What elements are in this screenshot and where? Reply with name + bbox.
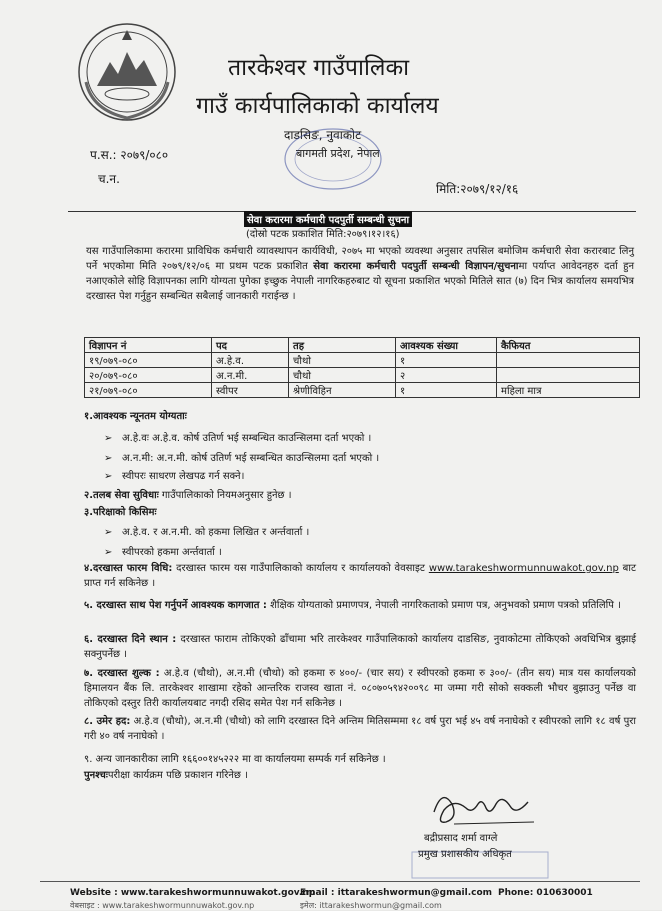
table-cell: १ [396, 383, 497, 398]
required-documents: ५. दरखास्त साथ पेश गर्नुपर्ने आवश्यक कागजात : शैक्षिक योग्यताको प्रमाणपत्र, नेपाली नागरिकताको प्रमाण पत्र, अनुभवको प्रमाण पत्रको प्रतिलिपि । [84, 600, 621, 611]
municipality-name: तारकेश्वर गाउँपालिका [228, 55, 410, 81]
footer-email-np: इमेल: ittarakeshwormun@gmail.com [300, 901, 442, 910]
nepal-government-emblem-icon [72, 20, 182, 124]
address-line-1: दाडसिङ, नुवाकोट [284, 128, 362, 142]
table-header-row [85, 338, 640, 353]
table-cell: अ.न.मी. [212, 368, 289, 383]
arrow-bullet-icon: ➢ [104, 527, 113, 538]
footer-email: Email : ittarakeshwormun@gmail.com [300, 888, 493, 898]
salary-line: २.तलब सेवा सुविधाः गाउँपालिकाको नियमअनुसार हुनेछ । [84, 490, 292, 501]
table-cell [497, 353, 640, 368]
signatory-name: बद्रीप्रसाद शर्मा वाग्ले [424, 833, 498, 844]
notice-intro: यस गाउँपालिकामा करारमा प्राविधिक कर्मचारी व्यावस्थापन कार्यविधी, २०७५ मा भएको व्यवस्था अनुसार तपसिल बमोजिम कर्मचारी सेवा करारबाट लिनु पर्ने भएकोमा मिति २०७९/१२/०६ मा प्रथम पटक प्रकाशित सेवा करारमा कर्मचारी पदपुर्ती सम्बन्धी विज्ञापन/सुचनामा पर्याप्त आवेदनहरु दर्ता हुन नआएकोले सोहि विज्ञापनका लागि योग्यता पुगेका इच्छुक नेपाली नागरिकहरुबाट यो सूचना प्रकाशित भएको मितिले सात (७) दिन भित्र कार्यालय समयभित्र दरखास्त पेश गर्नुहुन सम्बन्धित सबैलाई जानकारी गराईन्छ । [86, 246, 635, 302]
table-row [85, 368, 640, 383]
table-row [85, 383, 640, 398]
table-cell: १९/०७९-०८० [85, 353, 212, 368]
footer-website-np: वेबसाइट : www.tarakeshwormunnuwakot.gov.np [70, 901, 255, 910]
signature-icon [424, 782, 544, 830]
signature-stamp-icon [410, 850, 550, 880]
footer-divider [40, 881, 640, 882]
table-cell: चौथो [289, 368, 396, 383]
footer-website: Website : www.tarakeshwormunnuwakot.gov.np [70, 888, 316, 898]
column-header: पद [212, 338, 289, 353]
application-fee: ७. दरखास्त शुल्क : अ.हे.व (चौथो), अ.न.मी (चौथो) को हकमा रु ४००/- (चार सय) र स्वीपरको हकमा रु ३००/- (तीन सय) मात्र यस कार्यालयको हिमालयन बैंक लि. तारकेश्वर शाखामा रहेको आन्तरिक राजस्व खाता नं. ०८०७०५९४२००९८ मा जम्मा गरी सोको सक्कली भौचर बुझाउनु पर्नेछ वा तोकिएको दस्तुर तिरी कार्यालयबाट नगदी रसिद समेत पेश गर्न सकिनेछ । [84, 668, 636, 709]
arrow-bullet-icon: ➢ [104, 547, 113, 558]
arrow-bullet-icon: ➢ [104, 433, 113, 444]
office-name: गाउँ कार्यपालिकाको कार्यालय [196, 93, 439, 119]
column-header: विज्ञापन नं [85, 338, 212, 353]
notice-subtitle: (दोस्रो पटक प्रकाशित मिति:२०७९।१२।१६) [246, 229, 400, 240]
table-cell [497, 368, 640, 383]
address-line-2: बागमती प्रदेश, नेपाल [296, 147, 380, 160]
column-header: आवश्यक संख्या [396, 338, 497, 353]
website-link[interactable]: www.tarakeshwormunnuwakot.gov.np [428, 563, 619, 574]
office-stamp-icon [278, 124, 388, 194]
column-header: कैफियत [497, 338, 640, 353]
list-item: ➢ अ.हे.व. र अ.न.मी. को हकमा लिखित र अर्न्तवार्ता । [104, 527, 310, 538]
submission-place: ६. दरखास्त दिने स्थान : दरखास्त फाराम तोकिएको ढाँचामा भरि तारकेश्वर गाउँपालिकाको कार्यालय दाडसिङ, नुवाकोटमा तोकिएको अवधिभित्र बुझाई सक्नुपर्नेछ । [84, 634, 636, 660]
table-cell: २०/०७९-०८० [85, 368, 212, 383]
vacancy-table [84, 337, 640, 398]
table-cell: २१/०७९-०८० [85, 383, 212, 398]
notice-subject: सेवा करारमा कर्मचारी पदपुर्ती सम्बन्धी सुचना [244, 211, 412, 227]
list-item: ➢ स्वीपरः साधरण लेखपढ गर्न सक्ने। [104, 471, 245, 482]
qualifications-heading: १.आवश्यक न्यूनतम योग्यताः [84, 411, 187, 422]
table-cell: महिला मात्र [497, 383, 640, 398]
list-item: ➢ अ.हे.वः अ.हे.व. कोर्ष उतिर्ण भई सम्बन्धित काउन्सिलमा दर्ता भएको । [104, 433, 372, 444]
arrow-bullet-icon: ➢ [104, 453, 113, 464]
list-item: ➢ अ.न.मी: अ.न.मी. कोर्ष उतिर्ण भई सम्बन्धित काउन्सिलमा दर्ता भएको । [104, 453, 380, 464]
table-cell: २ [396, 368, 497, 383]
column-header: तह [289, 338, 396, 353]
contact-info: ९. अन्य जानकारीका लागि १६६००१४५२२२ मा वा कार्यालयमा सम्पर्क गर्न सकिनेछ । [84, 754, 386, 765]
signatory-title: प्रमुख प्रशासकीय अधिकृत [418, 849, 512, 860]
table-cell: स्वीपर [212, 383, 289, 398]
exam-heading: ३.परिक्षाको किसिमः [84, 507, 157, 518]
reference-number: प.स.: २०७९/०८० [90, 148, 169, 162]
table-cell: श्रेणीविहिन [289, 383, 396, 398]
footer-phone: Phone: 010630001 [498, 888, 593, 898]
age-limit: ८. उमेर हद: अ.हे.व (चौथो), अ.न.मी (चौथो) को लागि दरखास्त दिने अन्तिम मितिसम्ममा १८ वर्ष पुरा भई ४५ वर्ष ननाघेको र स्वीपरको लागि १८ वर्ष पुरा गरी ४० वर्ष ननाघेको । [84, 716, 636, 742]
table-cell: १ [396, 353, 497, 368]
application-form-method: ४.दरखास्त फारम विधि: दरखास्त फारम यस गाउँपालिकाको कार्यालय र कार्यालयको वेवसाइट www.tarakeshwormunnuwakot.gov.np बाट प्राप्त गर्न सकिनेछ । [84, 563, 636, 589]
dispatch-number: च.न. [98, 172, 120, 186]
arrow-bullet-icon: ➢ [104, 471, 113, 482]
list-item: ➢ स्वीपरको हकमा अर्न्तवार्ता । [104, 547, 222, 558]
table-row [85, 353, 640, 368]
postscript-note: पुनश्चःपरीक्षा कार्यक्रम पछि प्रकाशन गरिनेछ । [84, 770, 248, 781]
table-cell: अ.हे.व. [212, 353, 289, 368]
table-cell: चौथो [289, 353, 396, 368]
letter-date: मिति:२०७९/१२/१६ [436, 182, 519, 196]
